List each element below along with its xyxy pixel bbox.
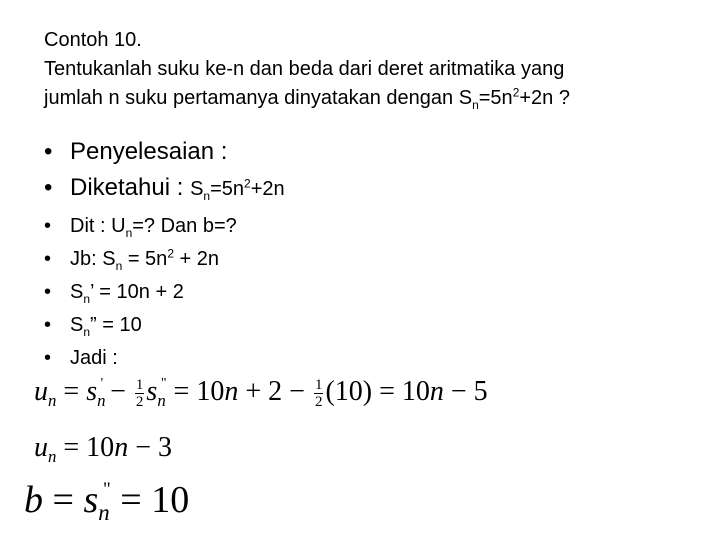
bullet-second-derivative	[44, 309, 237, 342]
jb-eq: = 5n	[122, 248, 168, 270]
eq3-b: b	[24, 479, 43, 521]
eq1-s1-sub: n	[97, 390, 106, 410]
eq1-half2-fraction	[314, 377, 324, 410]
eq1-half-num: 1	[135, 377, 144, 394]
jb-superscript: 2	[167, 246, 174, 261]
eq1-half2-den: 2	[314, 394, 323, 411]
step-bullets	[44, 210, 237, 375]
s1-prefix: S	[70, 281, 84, 303]
main-bullets	[44, 134, 285, 207]
s1-suffix: ’ = 10n + 2	[90, 281, 184, 303]
eq1-s1: s	[86, 376, 98, 407]
problem-line-2-superscript: 2	[512, 85, 520, 100]
dit-suffix: =? Dan b=?	[132, 215, 237, 237]
diketahui-s: S	[190, 178, 204, 200]
eq1-s1-sup: '	[100, 376, 104, 392]
diketahui-label: Diketahui :	[70, 174, 191, 201]
eq3-s-sub: n	[98, 499, 110, 525]
diketahui-subscript: n	[203, 189, 211, 203]
eq1-s2: s	[146, 376, 158, 407]
eq1-rhs1b: + 2 −	[238, 376, 312, 407]
bullet-diketahui	[44, 170, 285, 207]
eq1-minus: −	[103, 376, 133, 407]
eq1-rhs2: (10) = 10	[325, 376, 430, 407]
jb-subscript: n	[115, 259, 123, 273]
jb-suffix: + 2n	[174, 248, 220, 270]
eq1-half2-num: 1	[314, 377, 323, 394]
eq3-s-sup: "	[103, 478, 111, 500]
problem-line-2-prefix: jumlah n suku pertamanya dinyatakan dengan S	[44, 87, 473, 109]
eq1-s2-sup: "	[160, 376, 167, 392]
diketahui-formula	[190, 176, 285, 203]
eq1-n1: n	[224, 376, 239, 407]
s2-prefix: S	[70, 314, 84, 336]
eq1-u-sub: n	[48, 390, 57, 410]
bullet-jadi: • Jadi :	[44, 342, 237, 375]
eq1-u: u	[34, 376, 48, 407]
equation-b-result	[24, 478, 189, 526]
problem-line-2	[44, 84, 570, 113]
s2-suffix: ” = 10	[90, 314, 142, 336]
dit-prefix: Dit : U	[70, 215, 126, 237]
problem-line-2-eq: =5n	[478, 87, 513, 109]
eq2-u: u	[34, 432, 48, 463]
diketahui-suffix: +2n	[250, 178, 285, 200]
example-title: Contoh 10.	[44, 29, 142, 51]
eq2-n: n	[114, 432, 129, 463]
diketahui-superscript: 2	[244, 176, 251, 191]
diketahui-eq: =5n	[210, 178, 245, 200]
bullet-jb	[44, 243, 237, 276]
equation-un-derivation	[34, 376, 488, 411]
equation-un-result	[34, 432, 172, 467]
problem-line-2-suffix: +2n ?	[519, 87, 570, 109]
s2-subscript: n	[83, 325, 91, 339]
eq1-rhs1: = 10	[166, 376, 225, 407]
bullet-penyelesaian: • Penyelesaian :	[44, 134, 285, 170]
dit-subscript: n	[125, 226, 133, 240]
eq2-tail: − 3	[128, 432, 172, 463]
eq3-equals: =	[43, 479, 84, 521]
eq1-equals: =	[56, 376, 87, 407]
bullet-dit	[44, 210, 237, 243]
jb-prefix: Jb: S	[70, 248, 116, 270]
eq2-rhs: = 10	[56, 432, 115, 463]
eq2-u-sub: n	[48, 446, 57, 466]
eq1-rhs3: − 5	[443, 376, 488, 407]
eq3-s: s	[83, 479, 99, 521]
problem-line-2-subscript: n	[472, 98, 479, 112]
eq1-n2: n	[429, 376, 444, 407]
problem-statement	[44, 26, 570, 113]
s1-subscript: n	[83, 292, 91, 306]
bullet-first-derivative	[44, 276, 237, 309]
eq1-half-fraction	[135, 377, 145, 410]
problem-line-1: Tentukanlah suku ke-n dan beda dari deret aritmatika yang	[44, 58, 565, 80]
eq1-s2-sub: n	[157, 390, 166, 410]
eq3-rhs: = 10	[110, 479, 190, 521]
eq1-half-den: 2	[135, 394, 144, 411]
